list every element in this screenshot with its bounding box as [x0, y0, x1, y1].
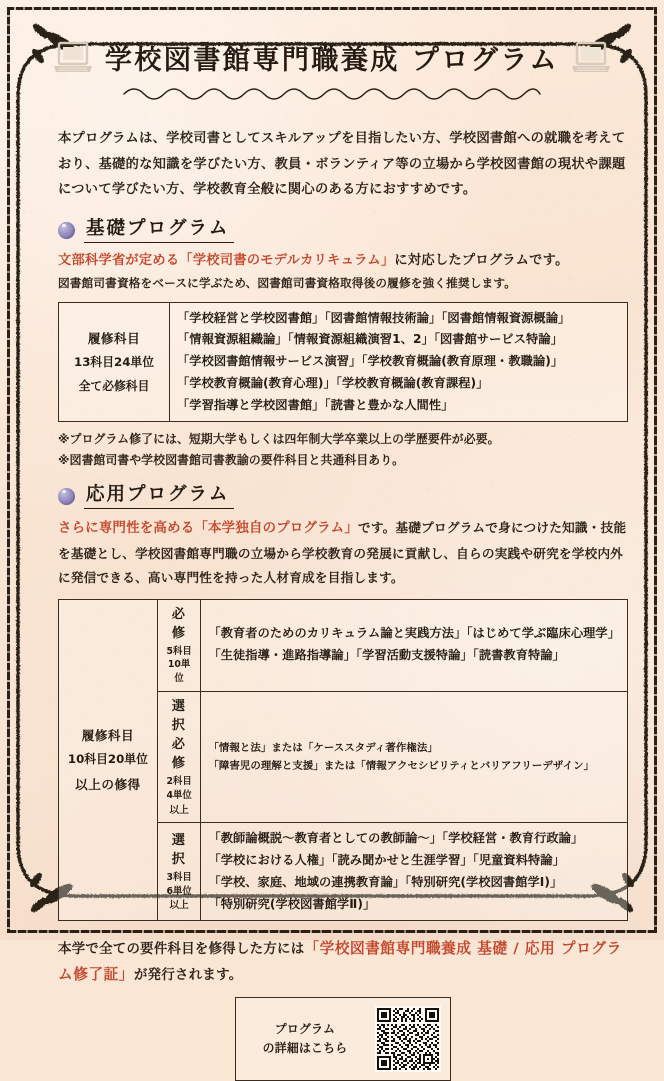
required-kind-cell — [157, 599, 201, 691]
applied-lead-tail: です。基礎プログラムで身につけた知識・技能を基礎とし、学校図書館専門職の立場から学校教育の発展に貢献し、自らの実践や研究を学校内外に発信できる、高い専門性を持った人材育成を目指します。 — [58, 520, 627, 586]
qr-caption — [245, 1020, 365, 1058]
course-line: 「学校経営と学校図書館」「図書館情報技術論」「図書館情報資源概論」 — [177, 310, 571, 325]
basic-lead-tail: に対応したプログラムです。 — [394, 253, 569, 269]
course-line: 「情報と法」または「ケーススタディ著作権法」 — [208, 741, 438, 754]
qr-info-box[interactable] — [235, 997, 451, 1081]
basic-course-list-cell — [170, 302, 628, 422]
elective-kind-cell — [157, 823, 201, 921]
intro-paragraph: 本プログラムは、学校司書としてスキルアップを目指したい方、学校図書館への就職を考えており、基礎的な知識を学びたい方、教員・ボランティア等の立場から学校図書館の現状や課題について学びたい方、学校教育全般に関心のある方におすすめです。 — [58, 131, 626, 198]
border-left — [7, 7, 10, 933]
qr-code-icon[interactable] — [375, 1006, 441, 1072]
course-line: 「学校、家庭、地域の連携教育論」「特別研究(学校図書館学Ⅰ)」 — [208, 874, 563, 889]
course-line: 「教師論概説～教育者としての教師論～」「学校経営・教育行政論」 — [208, 831, 584, 846]
applied-course-table — [58, 599, 628, 922]
kind-name: 必修 — [171, 606, 187, 641]
orb-bullet-icon — [58, 488, 75, 505]
course-line: 「障害児の理解と支援」または「情報アクセシビリティとバリアフリーデザイン」 — [208, 760, 595, 773]
course-line: 「生徒指導・進路指導論」「学習活動支援特論」「読書教育特論」 — [208, 648, 565, 663]
basic-lead — [58, 250, 628, 273]
border-right — [654, 7, 657, 933]
laptop-icon — [53, 41, 93, 75]
kind-more: 以上 — [169, 900, 189, 912]
wavy-divider-icon — [122, 83, 542, 99]
laptop-icon — [571, 41, 611, 75]
title-row — [0, 38, 664, 77]
basic-section-title: 基礎プログラム — [84, 217, 234, 243]
elective-course-list-cell — [201, 823, 628, 921]
elective-required-kind-cell — [157, 691, 201, 823]
certificate-text-after: が発行されます。 — [133, 968, 243, 984]
note-line: ※プログラム修了には、短期大学もしくは四年制大学卒業以上の学歴要件が必要。 — [58, 432, 500, 447]
course-line: 「教育者のためのカリキュラム論と実践方法」「はじめて学ぶ臨床心理学」 — [208, 626, 620, 641]
qr-caption-line: プログラム — [274, 1022, 336, 1037]
elective-required-course-list-cell — [201, 691, 628, 823]
basic-section-head — [58, 217, 628, 243]
basic-sub-note: 図書館司書資格をベースに学ぶため、図書館司書資格取得後の履修を強く推奨します。 — [58, 276, 516, 291]
label-line: 10科目20単位 — [67, 752, 148, 767]
kind-more: 以上 — [169, 804, 189, 816]
main-content — [58, 126, 628, 1081]
label-line: 履修科目 — [81, 727, 135, 743]
kind-units: 2科目4単位 — [166, 776, 192, 801]
label-line: 全て必修科目 — [78, 378, 150, 393]
table-row — [59, 599, 628, 691]
basic-table-label-cell — [59, 302, 170, 422]
table-row — [59, 302, 628, 422]
page-title: 学校図書館専門職養成 プログラム — [104, 45, 560, 76]
basic-notes — [58, 429, 628, 470]
basic-lead-accent: 文部科学省が定める「学校司書のモデルカリキュラム」 — [58, 253, 395, 269]
qr-caption-line: の詳細はこちら — [262, 1041, 348, 1056]
course-line: 「学校における人権」「読み聞かせと生涯学習」「児童資料特論」 — [208, 853, 565, 868]
label-line: 以上の修得 — [75, 776, 141, 792]
note-line: ※図書館司書や学校図書館司書教諭の要件科目と共通科目あり。 — [58, 452, 405, 467]
course-line: 「学習指導と学校図書館」「読書と豊かな人間性」 — [177, 397, 454, 412]
applied-table-label-cell — [59, 599, 158, 921]
kind-units: 3科目6単位 — [166, 871, 192, 897]
applied-lead — [58, 516, 628, 590]
label-line: 履修科目 — [87, 330, 141, 346]
certificate-statement — [58, 936, 628, 988]
course-line: 「学校図書館情報サービス演習」「学校教育概論(教育原理・教職論)」 — [177, 354, 564, 369]
label-line: 13科目24単位 — [73, 355, 155, 370]
course-line: 「学校教育概論(教育心理)」「学校教育概論(教育課程)」 — [177, 375, 489, 390]
certificate-text-before: 本学で全ての要件科目を修得した方には — [58, 942, 305, 958]
required-course-list-cell — [201, 599, 628, 691]
applied-section-title: 応用プログラム — [84, 483, 234, 509]
orb-bullet-icon — [58, 222, 75, 239]
course-line: 「情報資源組織論」「情報資源組織演習1、2」「図書館サービス特論」 — [177, 332, 563, 347]
border-top — [7, 7, 657, 10]
course-line: 「特別研究(学校図書館学Ⅱ)」 — [208, 896, 376, 911]
basic-course-table — [58, 302, 628, 423]
certificate-name: 「学校図書館専門職養成 基礎 / 応用 プログラム修了証」 — [58, 940, 622, 984]
applied-section-head — [58, 483, 628, 509]
basic-program-section — [58, 217, 628, 470]
kind-name: 選択 — [171, 832, 187, 867]
kind-name: 選択必修 — [171, 698, 187, 772]
kind-units: 5科目10単位 — [166, 645, 192, 685]
applied-program-section — [58, 483, 628, 921]
applied-lead-accent: さらに専門性を高める「本学独自のプログラム」 — [58, 521, 358, 537]
flyer-header — [0, 38, 664, 99]
